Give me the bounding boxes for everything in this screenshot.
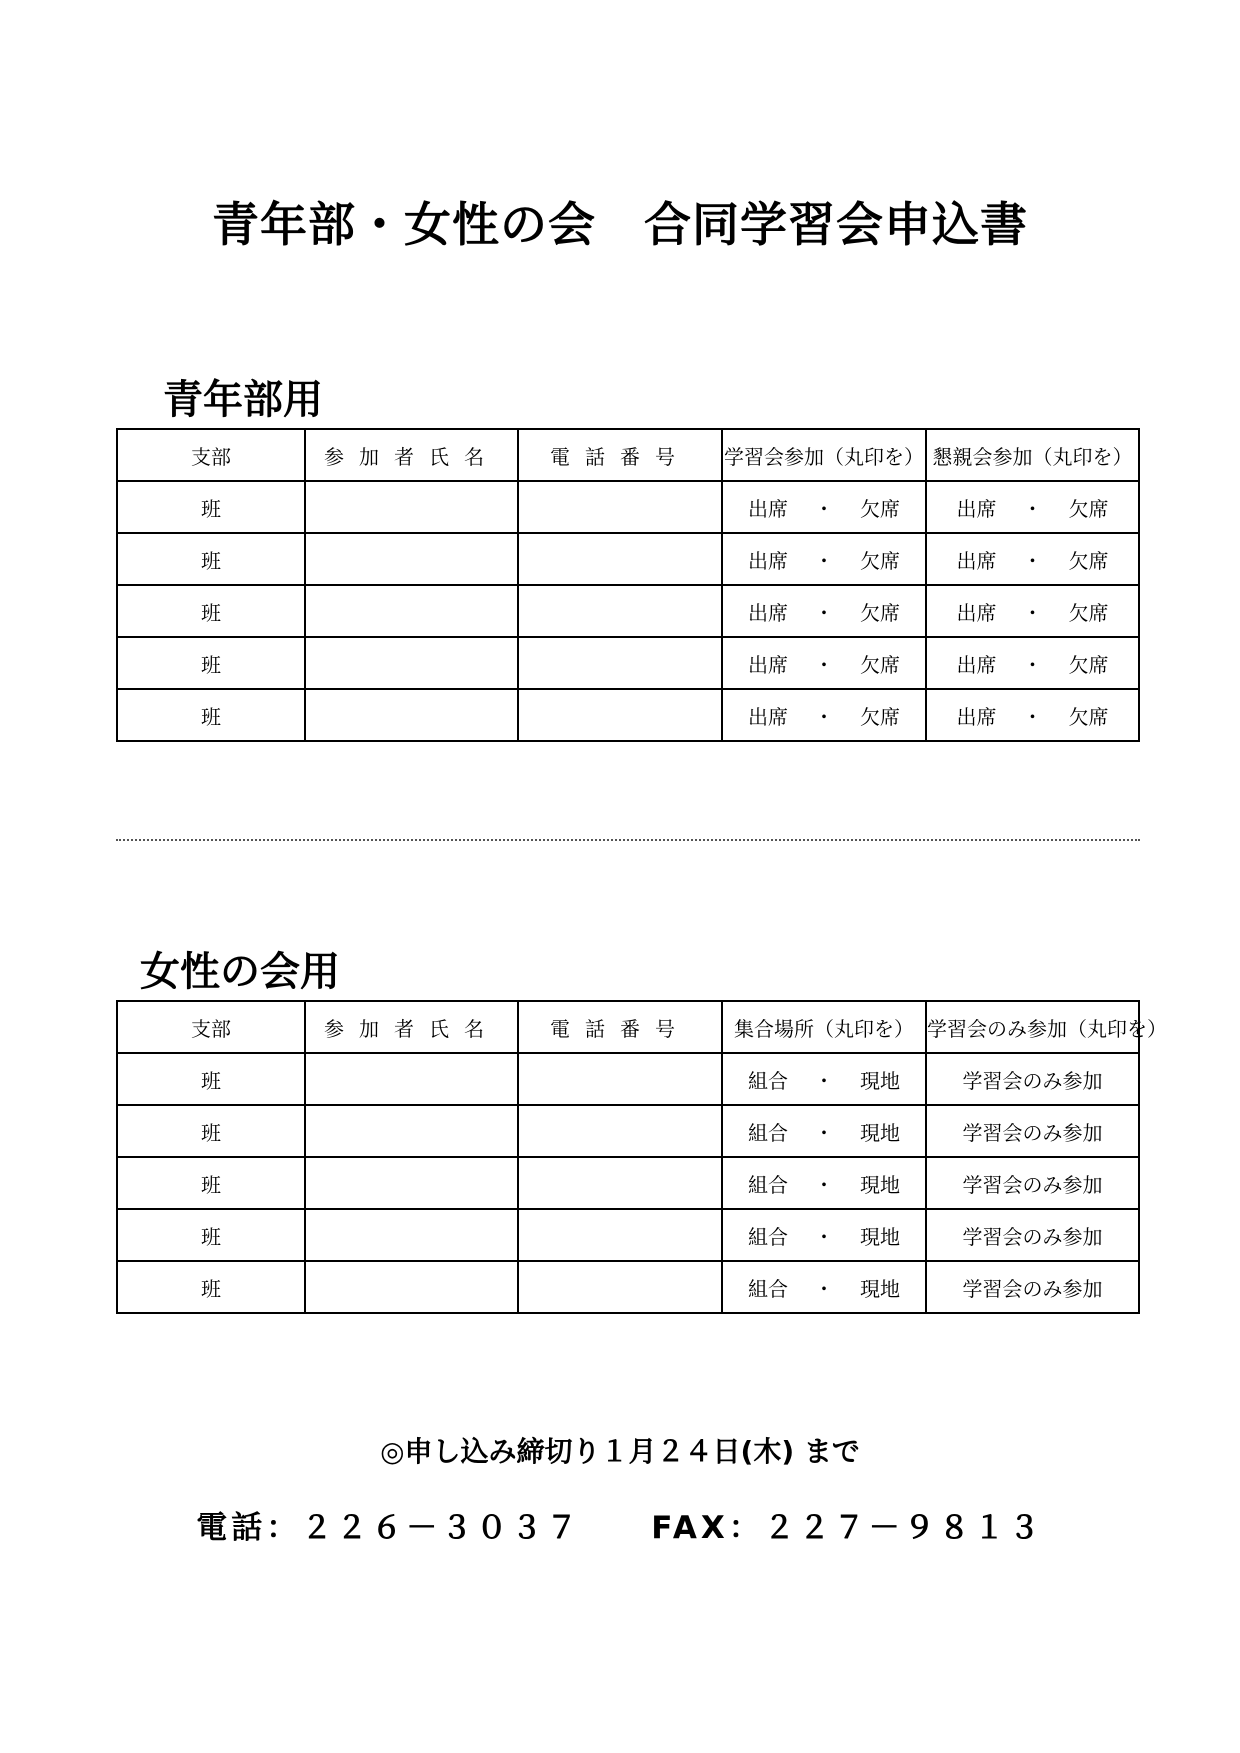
youth-table-row <box>117 585 1139 637</box>
phone-cell[interactable] <box>518 689 722 741</box>
study-only-choice[interactable]: 学習会のみ参加 <box>926 1261 1139 1313</box>
study-only-choice[interactable]: 学習会のみ参加 <box>926 1209 1139 1261</box>
youth-header-row <box>117 429 1139 481</box>
name-cell[interactable] <box>305 585 518 637</box>
cut-line-divider <box>116 839 1140 841</box>
option-label[interactable]: 現地 <box>860 1120 900 1145</box>
name-cell[interactable] <box>305 1261 518 1313</box>
youth-table-row <box>117 533 1139 585</box>
option-label[interactable]: 欠席 <box>860 600 900 625</box>
option-label[interactable]: 組合 <box>748 1120 788 1145</box>
separator-dot: ・ <box>1022 652 1043 677</box>
separator-dot: ・ <box>814 548 834 573</box>
women-section-title: 女性の会用 <box>140 949 340 995</box>
header-study-attendance: 学習会参加（丸印を） <box>722 429 926 481</box>
option-label[interactable]: 出席 <box>956 652 997 677</box>
option-label[interactable]: 現地 <box>860 1068 900 1093</box>
phone-cell[interactable] <box>518 1053 722 1105</box>
women-header-row <box>117 1001 1139 1053</box>
branch-cell[interactable]: 班 <box>117 481 305 533</box>
meeting-place-choice[interactable] <box>722 1261 926 1313</box>
women-table-row <box>117 1261 1139 1313</box>
women-table-row <box>117 1105 1139 1157</box>
option-label[interactable]: 欠席 <box>1068 652 1109 677</box>
name-cell[interactable] <box>305 1105 518 1157</box>
header-branch: 支部 <box>117 429 305 481</box>
phone-cell[interactable] <box>518 481 722 533</box>
header-study-only: 学習会のみ参加（丸印を） <box>926 1001 1139 1053</box>
option-label[interactable]: 出席 <box>748 548 788 573</box>
option-label[interactable]: 出席 <box>956 704 997 729</box>
name-cell[interactable] <box>305 1209 518 1261</box>
option-label[interactable]: 欠席 <box>860 652 900 677</box>
page-title: 青年部・女性の会 合同学習会申込書 <box>212 198 1028 253</box>
study-attendance-choice[interactable] <box>722 533 926 585</box>
phone-cell[interactable] <box>518 1157 722 1209</box>
phone-cell[interactable] <box>518 637 722 689</box>
separator-dot: ・ <box>814 1068 834 1093</box>
option-label[interactable]: 現地 <box>860 1172 900 1197</box>
branch-cell[interactable]: 班 <box>117 585 305 637</box>
header-branch: 支部 <box>117 1001 305 1053</box>
phone-cell[interactable] <box>518 1105 722 1157</box>
option-label[interactable]: 欠席 <box>860 548 900 573</box>
separator-dot: ・ <box>814 1276 834 1301</box>
option-label[interactable]: 欠席 <box>1068 548 1109 573</box>
separator-dot: ・ <box>814 704 834 729</box>
youth-application-table <box>116 428 1140 742</box>
separator-dot: ・ <box>1022 704 1043 729</box>
meeting-place-choice[interactable] <box>722 1053 926 1105</box>
option-label[interactable]: 欠席 <box>860 496 900 521</box>
branch-cell[interactable]: 班 <box>117 1157 305 1209</box>
study-attendance-choice[interactable] <box>722 689 926 741</box>
name-cell[interactable] <box>305 689 518 741</box>
separator-dot: ・ <box>814 1224 834 1249</box>
social-attendance-choice[interactable] <box>926 689 1139 741</box>
option-label[interactable]: 組合 <box>748 1172 788 1197</box>
women-table-row <box>117 1053 1139 1105</box>
option-label[interactable]: 出席 <box>956 600 997 625</box>
youth-table-row <box>117 637 1139 689</box>
option-label[interactable]: 欠席 <box>1068 496 1109 521</box>
women-application-table <box>116 1000 1167 1314</box>
study-only-choice[interactable]: 学習会のみ参加 <box>926 1157 1139 1209</box>
option-label[interactable]: 出席 <box>748 600 788 625</box>
header-participant-name: 参加者氏名 <box>305 429 518 481</box>
separator-dot: ・ <box>814 1172 834 1197</box>
header-phone-number: 電話番号 <box>518 1001 722 1053</box>
option-label[interactable]: 出席 <box>748 704 788 729</box>
meeting-place-choice[interactable] <box>722 1105 926 1157</box>
header-social-attendance: 懇親会参加（丸印を） <box>926 429 1139 481</box>
name-cell[interactable] <box>305 1053 518 1105</box>
option-label[interactable]: 組合 <box>748 1068 788 1093</box>
branch-cell[interactable]: 班 <box>117 689 305 741</box>
name-cell[interactable] <box>305 637 518 689</box>
branch-cell[interactable]: 班 <box>117 533 305 585</box>
option-label[interactable]: 欠席 <box>860 704 900 729</box>
separator-dot: ・ <box>1022 548 1043 573</box>
branch-cell[interactable]: 班 <box>117 1261 305 1313</box>
separator-dot: ・ <box>1022 600 1043 625</box>
option-label[interactable]: 現地 <box>860 1224 900 1249</box>
study-attendance-choice[interactable] <box>722 585 926 637</box>
deadline-notice: ◎申し込み締切り１月２４日(木) まで <box>380 1435 860 1468</box>
women-table-row <box>117 1157 1139 1209</box>
name-cell[interactable] <box>305 533 518 585</box>
option-label[interactable]: 欠席 <box>1068 704 1109 729</box>
study-only-choice[interactable]: 学習会のみ参加 <box>926 1105 1139 1157</box>
separator-dot: ・ <box>1022 496 1043 521</box>
option-label[interactable]: 現地 <box>860 1276 900 1301</box>
youth-section-title: 青年部用 <box>163 377 323 423</box>
option-label[interactable]: 組合 <box>748 1224 788 1249</box>
header-participant-name: 参加者氏名 <box>305 1001 518 1053</box>
study-attendance-choice[interactable] <box>722 637 926 689</box>
youth-table-row <box>117 481 1139 533</box>
contact-info: 電話：２２６－３０３７ FAX：２２７－９８１３ <box>196 1510 1044 1546</box>
study-only-choice[interactable]: 学習会のみ参加 <box>926 1053 1139 1105</box>
option-label[interactable]: 組合 <box>748 1276 788 1301</box>
social-attendance-choice[interactable] <box>926 481 1139 533</box>
option-label[interactable]: 出席 <box>956 496 997 521</box>
separator-dot: ・ <box>814 1120 834 1145</box>
meeting-place-choice[interactable] <box>722 1157 926 1209</box>
separator-dot: ・ <box>814 652 834 677</box>
branch-cell[interactable]: 班 <box>117 1209 305 1261</box>
name-cell[interactable] <box>305 1157 518 1209</box>
branch-cell[interactable]: 班 <box>117 1105 305 1157</box>
study-attendance-choice[interactable] <box>722 481 926 533</box>
separator-dot: ・ <box>814 496 834 521</box>
option-label[interactable]: 出席 <box>956 548 997 573</box>
social-attendance-choice[interactable] <box>926 533 1139 585</box>
header-meeting-place: 集合場所（丸印を） <box>722 1001 926 1053</box>
separator-dot: ・ <box>814 600 834 625</box>
phone-cell[interactable] <box>518 1209 722 1261</box>
social-attendance-choice[interactable] <box>926 585 1139 637</box>
phone-cell[interactable] <box>518 1261 722 1313</box>
branch-cell[interactable]: 班 <box>117 1053 305 1105</box>
branch-cell[interactable]: 班 <box>117 637 305 689</box>
youth-table-row <box>117 689 1139 741</box>
option-label[interactable]: 出席 <box>748 496 788 521</box>
name-cell[interactable] <box>305 481 518 533</box>
phone-cell[interactable] <box>518 533 722 585</box>
option-label[interactable]: 出席 <box>748 652 788 677</box>
women-table-row <box>117 1209 1139 1261</box>
header-phone-number: 電話番号 <box>518 429 722 481</box>
option-label[interactable]: 欠席 <box>1068 600 1109 625</box>
social-attendance-choice[interactable] <box>926 637 1139 689</box>
meeting-place-choice[interactable] <box>722 1209 926 1261</box>
phone-cell[interactable] <box>518 585 722 637</box>
